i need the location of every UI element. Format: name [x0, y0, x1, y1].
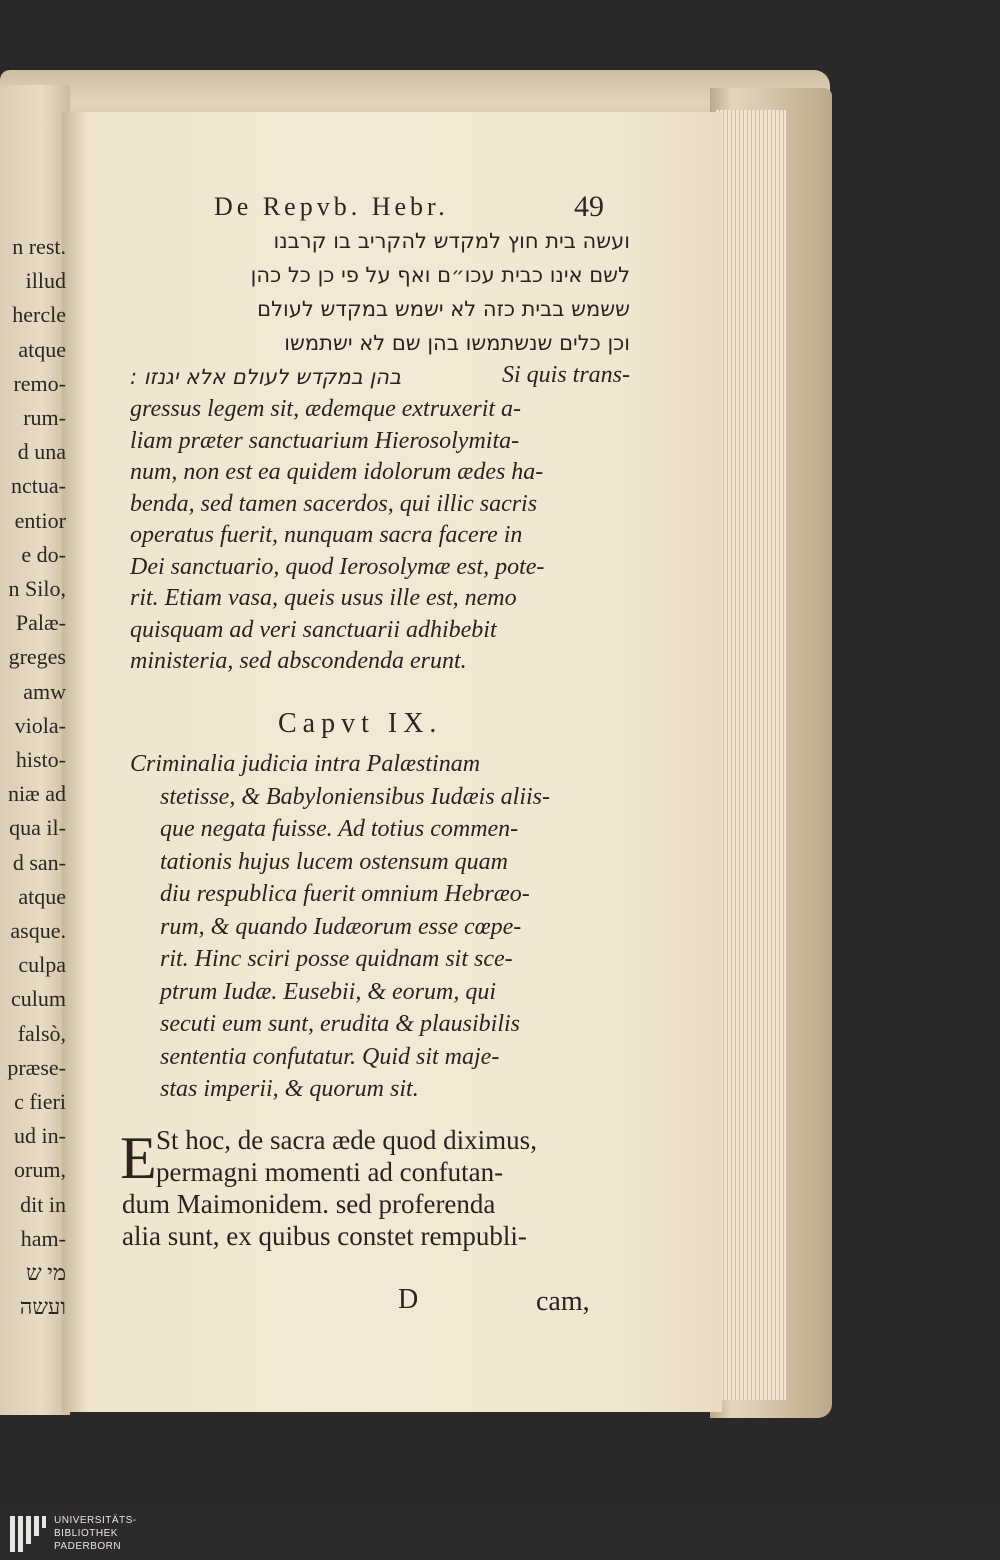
- logo-line: PADERBORN: [54, 1541, 122, 1552]
- left-page-fragment: niæ ad: [7, 781, 66, 807]
- footer-bar: [0, 1510, 1000, 1560]
- summary-line: tationis hujus lucem ostensum quam: [160, 848, 508, 875]
- latin-line: operatus fuerit, nunquam sacra facere in: [130, 522, 523, 548]
- latin-line: liam præter sanctuarium Hierosolymita-: [130, 427, 520, 454]
- left-page-fragment: dit in: [20, 1191, 66, 1217]
- left-page-fragment: viola-: [14, 712, 66, 738]
- left-page-fragment: histo-: [15, 747, 66, 773]
- page-edges: [716, 110, 786, 1400]
- hebrew-line: וכן כלים שנשתמשו בהן שם לא ישתמשו: [284, 331, 630, 355]
- latin-line: quisquam ad veri sanctuarii adhibebit: [130, 616, 497, 643]
- left-page-fragment: culpa: [18, 952, 66, 978]
- latin-line: ministeria, sed abscondenda erunt.: [130, 648, 467, 674]
- logo-line: UNIVERSITÄTS-: [54, 1515, 137, 1526]
- left-page-fragment: n Silo,: [8, 576, 66, 602]
- latin-line: Dei sanctuario, quod Ierosolymæ est, pote-: [130, 553, 545, 580]
- left-page-fragment: rum-: [23, 405, 66, 431]
- summary-line: Criminalia judicia intra Palæstinam: [130, 751, 481, 777]
- left-page-fragment: d una: [17, 439, 66, 465]
- main-text-line: permagni momenti ad confutan-: [156, 1157, 504, 1187]
- main-text-line: St hoc, de sacra æde quod diximus,: [156, 1125, 537, 1155]
- summary-line: rum, & quando Iudæorum esse cœpe-: [160, 913, 522, 940]
- summary-line: secuti eum sunt, erudita & plausibilis: [160, 1011, 520, 1037]
- latin-line: rit. Etiam vasa, queis usus ille est, nemo: [130, 585, 517, 611]
- signature-mark: D: [398, 1284, 419, 1315]
- left-page-fragment: ועשה: [19, 1294, 66, 1320]
- left-page-fragment: e do-: [21, 541, 66, 567]
- hebrew-line: ועשה בית חוץ למקדש להקריב בו קרבנו: [273, 229, 630, 253]
- summary-line: rit. Hinc sciri posse quidnam sit sce-: [160, 946, 513, 972]
- chapter-heading: Capvt IX.: [278, 708, 443, 739]
- summary-line: sententia confutatur. Quid sit maje-: [160, 1043, 500, 1070]
- left-page-fragment: falsò,: [17, 1020, 66, 1046]
- summary-line: diu respublica fuerit omnium Hebræo-: [160, 881, 530, 907]
- left-page-fragment: orum,: [14, 1157, 66, 1183]
- left-page-fragment: remo-: [13, 370, 66, 396]
- hebrew-line: ששמש בבית כזה לא ישמש במקדש לעולם: [257, 297, 630, 321]
- left-page-fragment: c fieri: [14, 1089, 66, 1115]
- left-page-fragment: n rest.: [12, 234, 66, 259]
- left-page-fragment: culum: [11, 986, 66, 1012]
- drop-cap: E: [120, 1125, 157, 1191]
- left-page-fragment: atque: [18, 336, 66, 362]
- running-title: De Repvb. Hebr.: [214, 192, 449, 221]
- left-page-fragment: greges: [8, 644, 66, 670]
- hebrew-line: בהן במקדש לעולם אלא יגנזו :: [130, 365, 402, 389]
- latin-line: num, non est ea quidem idolorum ædes ha-: [130, 459, 544, 485]
- library-logo-icon: [8, 1514, 48, 1556]
- chapter-summary: [130, 748, 625, 1106]
- left-page-fragment: qua il-: [9, 815, 66, 841]
- left-page-fragment: d san-: [12, 849, 66, 875]
- latin-line: gressus legem sit, ædemque extruxerit a-: [130, 396, 522, 422]
- left-page-fragment: Palæ-: [15, 610, 66, 636]
- left-page-fragment: ud in-: [14, 1123, 66, 1149]
- logo-line: BIBLIOTHEK: [54, 1528, 118, 1539]
- hebrew-line: לשם אינו כבית עכו״ם ואף על פי כן כל כהן: [250, 263, 630, 287]
- left-page-fragment: atque: [18, 883, 66, 909]
- summary-line: ptrum Iudæ. Eusebii, & eorum, qui: [160, 978, 496, 1005]
- left-page-fragment: מי ש: [26, 1260, 66, 1286]
- left-page-fragment: illud: [25, 268, 66, 294]
- summary-line: que negata fuisse. Ad totius commen-: [160, 816, 519, 842]
- left-page-fragment: amw: [23, 678, 66, 704]
- hebrew-quotation-block: [130, 224, 630, 678]
- left-page-fragment: ham-: [20, 1225, 66, 1251]
- summary-line: stetisse, & Babyloniensibus Iudæis aliis-: [160, 783, 550, 810]
- left-page-fragment: præse-: [7, 1054, 66, 1080]
- left-page-fragment: nctua-: [11, 473, 66, 499]
- latin-line: benda, sed tamen sacerdos, qui illic sacris: [130, 490, 538, 517]
- catchword: cam,: [536, 1286, 590, 1317]
- main-text-line: alia sunt, ex quibus constet rempubli-: [122, 1221, 527, 1251]
- main-text-line: dum Maimonidem. sed proferenda: [122, 1189, 496, 1219]
- page-number: 49: [574, 190, 604, 223]
- left-page-fragment: hercle: [12, 302, 66, 328]
- left-page-fragment: entior: [14, 507, 66, 533]
- summary-line: stas imperii, & quorum sit.: [160, 1076, 419, 1102]
- library-logo-text: [54, 1514, 137, 1553]
- left-page-fragments: [0, 230, 66, 1325]
- left-page-fragment: asque.: [10, 918, 66, 944]
- main-text: [122, 1124, 617, 1252]
- latin-inline: Si quis trans-: [501, 362, 630, 388]
